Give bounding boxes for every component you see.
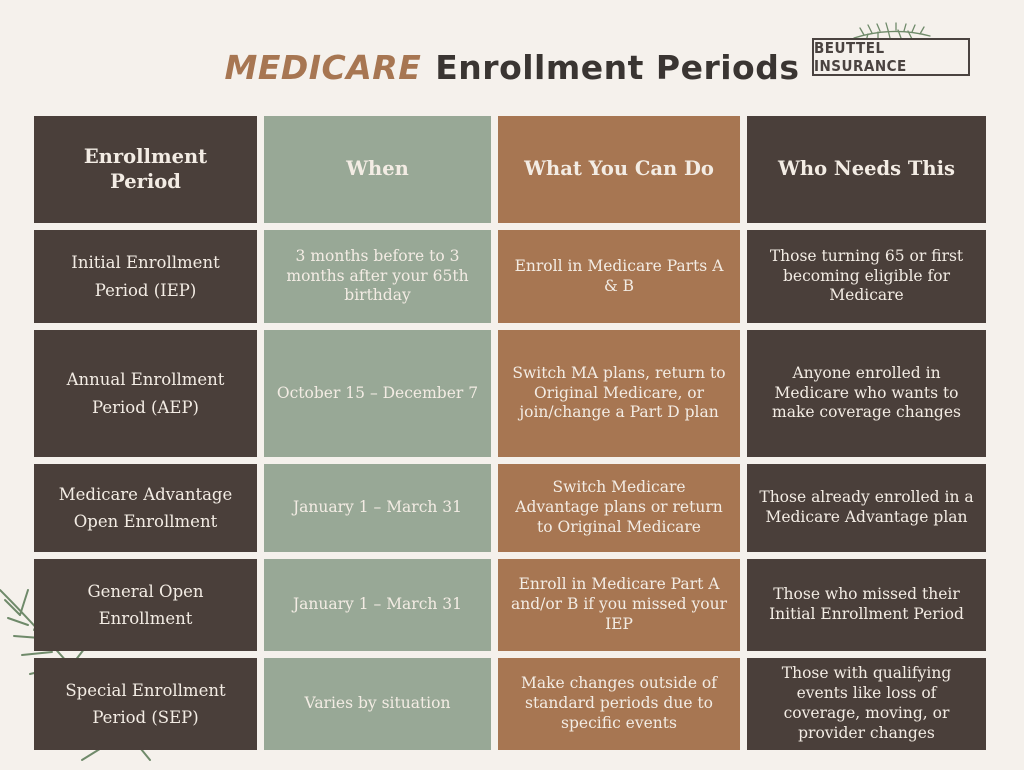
row-iep-action: Enroll in Medicare Parts A & B: [498, 230, 740, 323]
header-what-you-can-do: What You Can Do: [498, 116, 740, 223]
row-goe-period: General Open Enrollment: [34, 559, 257, 651]
title-accent: MEDICARE: [224, 48, 422, 87]
row-maoe-when: January 1 – March 31: [264, 464, 491, 552]
row-goe-audience: Those who missed their Initial Enrollment Period: [747, 559, 986, 651]
enrollment-table: [34, 116, 986, 752]
row-maoe-period: Medicare Advantage Open Enrollment: [34, 464, 257, 552]
row-goe-action: Enroll in Medicare Part A and/or B if you missed your IEP: [498, 559, 740, 651]
row-aep-audience: Anyone enrolled in Medicare who wants to make coverage changes: [747, 330, 986, 457]
header-enrollment-period: Enrollment Period: [34, 116, 257, 223]
row-maoe-audience: Those already enrolled in a Medicare Advantage plan: [747, 464, 986, 552]
row-iep-when: 3 months before to 3 months after your 65th birthday: [264, 230, 491, 323]
header-when: When: [264, 116, 491, 223]
row-iep-audience: Those turning 65 or first becoming eligible for Medicare: [747, 230, 986, 323]
row-sep-period: Special Enrollment Period (SEP): [34, 658, 257, 750]
row-iep-period: Initial Enrollment Period (IEP): [34, 230, 257, 323]
title-rest: Enrollment Periods: [435, 48, 800, 87]
row-goe-when: January 1 – March 31: [264, 559, 491, 651]
row-aep-when: October 15 – December 7: [264, 330, 491, 457]
row-maoe-action: Switch Medicare Advantage plans or return to Original Medicare: [498, 464, 740, 552]
header-who-needs-this: Who Needs This: [747, 116, 986, 223]
row-aep-period: Annual Enrollment Period (AEP): [34, 330, 257, 457]
brand-logo: BEUTTEL INSURANCE: [812, 38, 970, 76]
row-sep-action: Make changes outside of standard periods due to specific events: [498, 658, 740, 750]
row-aep-action: Switch MA plans, return to Original Medicare, or join/change a Part D plan: [498, 330, 740, 457]
row-sep-audience: Those with qualifying events like loss of coverage, moving, or provider changes: [747, 658, 986, 750]
row-sep-when: Varies by situation: [264, 658, 491, 750]
